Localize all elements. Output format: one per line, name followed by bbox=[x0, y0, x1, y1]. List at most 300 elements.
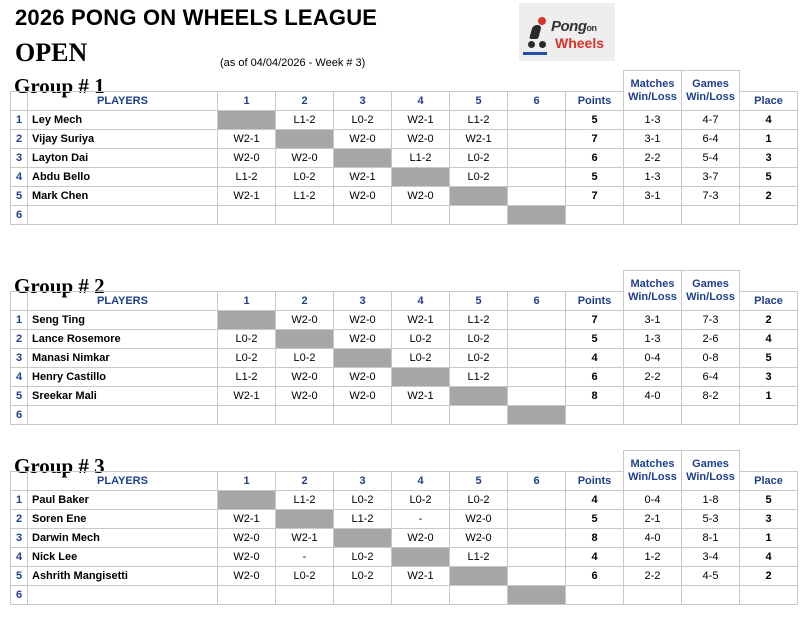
matches-winloss-header: Win/Loss bbox=[624, 91, 682, 110]
player-row bbox=[11, 148, 798, 167]
match-result: L1-2 bbox=[218, 167, 276, 186]
match-result: - bbox=[276, 547, 334, 566]
player-row bbox=[11, 310, 798, 329]
match-result: L1-2 bbox=[450, 110, 508, 129]
self-match-cell bbox=[334, 528, 392, 547]
games-winloss-cell: 3-4 bbox=[682, 547, 740, 566]
match-result: L1-2 bbox=[450, 310, 508, 329]
players-header: PLAYERS bbox=[28, 291, 218, 310]
place-cell: 2 bbox=[740, 310, 798, 329]
place-cell: 2 bbox=[740, 566, 798, 585]
match-result: W2-1 bbox=[392, 566, 450, 585]
match-result: L0-2 bbox=[450, 148, 508, 167]
self-match-cell bbox=[218, 110, 276, 129]
self-match-cell bbox=[276, 509, 334, 528]
header-spacer bbox=[334, 451, 392, 472]
self-match-cell bbox=[450, 386, 508, 405]
row-index: 5 bbox=[11, 386, 28, 405]
match-result bbox=[508, 528, 566, 547]
opponent-header: 4 bbox=[392, 471, 450, 490]
match-result: L1-2 bbox=[276, 110, 334, 129]
points-cell: 4 bbox=[566, 547, 624, 566]
player-name: Sreekar Mali bbox=[28, 386, 218, 405]
player-row bbox=[11, 405, 798, 424]
player-name: Darwin Mech bbox=[28, 528, 218, 547]
match-result: L1-2 bbox=[218, 367, 276, 386]
self-match-cell bbox=[508, 205, 566, 224]
games-winloss-cell: 6-4 bbox=[682, 129, 740, 148]
games-winloss-header: Win/Loss bbox=[682, 91, 740, 110]
matches-winloss-cell: 3-1 bbox=[624, 186, 682, 205]
header-spacer bbox=[218, 451, 276, 472]
games-winloss-header: Win/Loss bbox=[682, 291, 740, 310]
place-cell bbox=[740, 405, 798, 424]
games-winloss-cell: 0-8 bbox=[682, 348, 740, 367]
player-row bbox=[11, 367, 798, 386]
header-spacer bbox=[276, 71, 334, 92]
place-cell: 4 bbox=[740, 547, 798, 566]
player-row bbox=[11, 110, 798, 129]
points-cell: 6 bbox=[566, 566, 624, 585]
player-row bbox=[11, 490, 798, 509]
match-result bbox=[392, 405, 450, 424]
matches-header-top: Matches bbox=[624, 71, 682, 92]
match-result: L0-2 bbox=[392, 490, 450, 509]
header-spacer bbox=[566, 271, 624, 292]
match-result bbox=[508, 310, 566, 329]
place-cell bbox=[740, 585, 798, 604]
wheel-icon bbox=[528, 41, 535, 48]
match-result: W2-0 bbox=[392, 129, 450, 148]
player-name: Seng Ting bbox=[28, 310, 218, 329]
match-result bbox=[508, 547, 566, 566]
header-spacer bbox=[450, 451, 508, 472]
match-result bbox=[508, 367, 566, 386]
match-result bbox=[508, 509, 566, 528]
row-index: 1 bbox=[11, 490, 28, 509]
match-result: W2-1 bbox=[218, 129, 276, 148]
player-name: Ley Mech bbox=[28, 110, 218, 129]
games-winloss-cell bbox=[682, 205, 740, 224]
match-result: W2-1 bbox=[218, 509, 276, 528]
match-result: - bbox=[392, 509, 450, 528]
match-result: W2-0 bbox=[276, 367, 334, 386]
match-result: W2-1 bbox=[392, 386, 450, 405]
opponent-header: 3 bbox=[334, 91, 392, 110]
matches-winloss-cell: 3-1 bbox=[624, 310, 682, 329]
opponent-header: 4 bbox=[392, 291, 450, 310]
match-result: W2-1 bbox=[392, 310, 450, 329]
header-row-top bbox=[11, 451, 798, 472]
points-cell: 4 bbox=[566, 490, 624, 509]
place-header: Place bbox=[740, 91, 798, 110]
player-row bbox=[11, 528, 798, 547]
standings-table bbox=[10, 450, 798, 605]
games-winloss-cell: 5-4 bbox=[682, 148, 740, 167]
header-spacer bbox=[218, 271, 276, 292]
opponent-header: 2 bbox=[276, 91, 334, 110]
self-match-cell bbox=[334, 148, 392, 167]
standings-table bbox=[10, 70, 798, 225]
player-name: Paul Baker bbox=[28, 490, 218, 509]
match-result: W2-1 bbox=[392, 110, 450, 129]
games-winloss-cell: 7-3 bbox=[682, 310, 740, 329]
match-result: W2-0 bbox=[218, 566, 276, 585]
place-header: Place bbox=[740, 471, 798, 490]
opponent-header: 1 bbox=[218, 471, 276, 490]
player-name bbox=[28, 405, 218, 424]
match-result: L0-2 bbox=[450, 490, 508, 509]
self-match-cell bbox=[334, 348, 392, 367]
games-winloss-cell: 8-1 bbox=[682, 528, 740, 547]
player-row bbox=[11, 129, 798, 148]
match-result: L0-2 bbox=[392, 348, 450, 367]
match-result bbox=[392, 585, 450, 604]
match-result bbox=[450, 405, 508, 424]
header-spacer bbox=[740, 271, 798, 292]
points-cell: 8 bbox=[566, 528, 624, 547]
match-result bbox=[334, 205, 392, 224]
points-header: Points bbox=[566, 91, 624, 110]
row-index: 5 bbox=[11, 566, 28, 585]
games-winloss-cell: 6-4 bbox=[682, 367, 740, 386]
games-header-top: Games bbox=[682, 271, 740, 292]
points-cell: 7 bbox=[566, 186, 624, 205]
player-name: Abdu Bello bbox=[28, 167, 218, 186]
match-result: L1-2 bbox=[276, 490, 334, 509]
place-cell: 1 bbox=[740, 129, 798, 148]
match-result bbox=[508, 148, 566, 167]
match-result: L0-2 bbox=[276, 348, 334, 367]
player-name: Ashrith Mangisetti bbox=[28, 566, 218, 585]
points-cell: 5 bbox=[566, 110, 624, 129]
place-cell: 1 bbox=[740, 386, 798, 405]
points-cell bbox=[566, 205, 624, 224]
place-cell: 4 bbox=[740, 329, 798, 348]
match-result: W2-0 bbox=[276, 386, 334, 405]
matches-winloss-cell: 2-2 bbox=[624, 148, 682, 167]
row-index: 6 bbox=[11, 205, 28, 224]
match-result: L0-2 bbox=[334, 547, 392, 566]
opponent-header: 1 bbox=[218, 91, 276, 110]
match-result: W2-1 bbox=[276, 528, 334, 547]
opponent-header: 6 bbox=[508, 291, 566, 310]
player-name: Vijay Suriya bbox=[28, 129, 218, 148]
self-match-cell bbox=[450, 186, 508, 205]
match-result bbox=[276, 405, 334, 424]
self-match-cell bbox=[276, 129, 334, 148]
header-spacer bbox=[508, 271, 566, 292]
games-winloss-cell: 2-6 bbox=[682, 329, 740, 348]
player-row bbox=[11, 585, 798, 604]
header-row bbox=[11, 91, 798, 110]
place-cell: 5 bbox=[740, 167, 798, 186]
match-result: L1-2 bbox=[276, 186, 334, 205]
points-cell bbox=[566, 585, 624, 604]
games-winloss-cell bbox=[682, 585, 740, 604]
games-header-top: Games bbox=[682, 71, 740, 92]
row-index: 4 bbox=[11, 367, 28, 386]
group-title: Group # 3 bbox=[14, 454, 105, 478]
match-result: L0-2 bbox=[218, 348, 276, 367]
match-result bbox=[392, 205, 450, 224]
place-header: Place bbox=[740, 291, 798, 310]
opponent-header: 6 bbox=[508, 91, 566, 110]
matches-winloss-cell: 2-1 bbox=[624, 509, 682, 528]
player-row bbox=[11, 186, 798, 205]
standings-table bbox=[10, 270, 798, 425]
header-spacer bbox=[740, 451, 798, 472]
points-cell: 5 bbox=[566, 329, 624, 348]
matches-winloss-cell: 1-3 bbox=[624, 110, 682, 129]
ball-icon bbox=[538, 17, 546, 25]
match-result bbox=[508, 186, 566, 205]
place-cell: 4 bbox=[740, 110, 798, 129]
self-match-cell bbox=[392, 547, 450, 566]
header-row bbox=[11, 291, 798, 310]
match-result: L0-2 bbox=[276, 566, 334, 585]
row-index: 4 bbox=[11, 167, 28, 186]
header-spacer bbox=[11, 451, 28, 472]
games-header-top: Games bbox=[682, 451, 740, 472]
player-name: Soren Ene bbox=[28, 509, 218, 528]
match-result bbox=[450, 585, 508, 604]
row-index: 3 bbox=[11, 348, 28, 367]
player-row bbox=[11, 386, 798, 405]
games-winloss-cell: 1-8 bbox=[682, 490, 740, 509]
row-index: 6 bbox=[11, 405, 28, 424]
header-row-top bbox=[11, 271, 798, 292]
games-winloss-cell: 4-5 bbox=[682, 566, 740, 585]
place-cell: 3 bbox=[740, 509, 798, 528]
place-cell: 5 bbox=[740, 490, 798, 509]
match-result: L0-2 bbox=[218, 329, 276, 348]
player-name: Nick Lee bbox=[28, 547, 218, 566]
matches-winloss-cell bbox=[624, 405, 682, 424]
matches-winloss-cell: 3-1 bbox=[624, 129, 682, 148]
self-match-cell bbox=[218, 310, 276, 329]
matches-winloss-cell: 0-4 bbox=[624, 490, 682, 509]
header-spacer bbox=[392, 271, 450, 292]
row-index: 5 bbox=[11, 186, 28, 205]
match-result: L0-2 bbox=[450, 348, 508, 367]
points-header: Points bbox=[566, 471, 624, 490]
header-spacer bbox=[276, 451, 334, 472]
matches-winloss-cell bbox=[624, 585, 682, 604]
match-result: W2-0 bbox=[276, 310, 334, 329]
header-spacer bbox=[450, 271, 508, 292]
match-result: L0-2 bbox=[334, 110, 392, 129]
match-result bbox=[276, 205, 334, 224]
self-match-cell bbox=[508, 405, 566, 424]
match-result bbox=[508, 329, 566, 348]
row-index: 2 bbox=[11, 509, 28, 528]
matches-winloss-cell: 2-2 bbox=[624, 367, 682, 386]
header-spacer bbox=[334, 71, 392, 92]
match-result bbox=[508, 566, 566, 585]
match-result: W2-0 bbox=[334, 129, 392, 148]
points-cell: 5 bbox=[566, 509, 624, 528]
header-spacer bbox=[28, 71, 218, 92]
match-result: L1-2 bbox=[334, 509, 392, 528]
row-index: 2 bbox=[11, 129, 28, 148]
matches-winloss-header: Win/Loss bbox=[624, 291, 682, 310]
header-spacer bbox=[566, 71, 624, 92]
division-title: OPEN bbox=[15, 38, 88, 67]
match-result: W2-1 bbox=[218, 386, 276, 405]
match-result: W2-0 bbox=[334, 329, 392, 348]
matches-winloss-cell: 1-2 bbox=[624, 547, 682, 566]
match-result: W2-1 bbox=[450, 129, 508, 148]
players-header: PLAYERS bbox=[28, 91, 218, 110]
header-spacer bbox=[566, 451, 624, 472]
header-spacer bbox=[28, 271, 218, 292]
matches-winloss-cell: 1-3 bbox=[624, 167, 682, 186]
match-result bbox=[218, 205, 276, 224]
opponent-header: 5 bbox=[450, 91, 508, 110]
points-cell: 6 bbox=[566, 148, 624, 167]
group-title: Group # 2 bbox=[14, 274, 105, 298]
header-spacer bbox=[450, 71, 508, 92]
player-row bbox=[11, 509, 798, 528]
self-match-cell bbox=[392, 367, 450, 386]
header-spacer bbox=[218, 71, 276, 92]
league-title: 2026 PONG ON WHEELS LEAGUE bbox=[15, 5, 378, 30]
row-index: 6 bbox=[11, 585, 28, 604]
player-name bbox=[28, 585, 218, 604]
league-logo bbox=[519, 3, 615, 61]
header-spacer bbox=[508, 71, 566, 92]
header-spacer bbox=[276, 271, 334, 292]
match-result bbox=[450, 205, 508, 224]
match-result bbox=[276, 585, 334, 604]
row-index: 3 bbox=[11, 148, 28, 167]
matches-winloss-header: Win/Loss bbox=[624, 471, 682, 490]
games-winloss-cell: 4-7 bbox=[682, 110, 740, 129]
match-result bbox=[334, 585, 392, 604]
player-name: Mark Chen bbox=[28, 186, 218, 205]
header-spacer bbox=[392, 71, 450, 92]
logo-word-wheels: Wheels bbox=[555, 35, 605, 51]
place-cell: 2 bbox=[740, 186, 798, 205]
matches-winloss-cell: 1-3 bbox=[624, 329, 682, 348]
place-cell bbox=[740, 205, 798, 224]
match-result: L0-2 bbox=[450, 329, 508, 348]
match-result: W2-0 bbox=[450, 509, 508, 528]
matches-header-top: Matches bbox=[624, 451, 682, 472]
match-result: W2-0 bbox=[392, 528, 450, 547]
wheel-icon bbox=[539, 41, 546, 48]
points-cell: 5 bbox=[566, 167, 624, 186]
matches-winloss-cell: 2-2 bbox=[624, 566, 682, 585]
header-spacer bbox=[740, 71, 798, 92]
matches-winloss-cell: 4-0 bbox=[624, 386, 682, 405]
match-result: L0-2 bbox=[450, 167, 508, 186]
header-index bbox=[11, 91, 28, 110]
player-row bbox=[11, 566, 798, 585]
opponent-header: 2 bbox=[276, 471, 334, 490]
match-result: W2-1 bbox=[334, 167, 392, 186]
self-match-cell bbox=[392, 167, 450, 186]
self-match-cell bbox=[218, 490, 276, 509]
points-cell: 8 bbox=[566, 386, 624, 405]
match-result: L0-2 bbox=[334, 490, 392, 509]
player-figure-icon bbox=[529, 25, 542, 39]
match-result: W2-0 bbox=[276, 148, 334, 167]
matches-header-top: Matches bbox=[624, 271, 682, 292]
match-result bbox=[508, 386, 566, 405]
match-result: W2-0 bbox=[392, 186, 450, 205]
row-index: 2 bbox=[11, 329, 28, 348]
games-winloss-header: Win/Loss bbox=[682, 471, 740, 490]
place-cell: 3 bbox=[740, 148, 798, 167]
header-index bbox=[11, 471, 28, 490]
row-index: 1 bbox=[11, 110, 28, 129]
matches-winloss-cell bbox=[624, 205, 682, 224]
match-result: W2-1 bbox=[218, 186, 276, 205]
player-name bbox=[28, 205, 218, 224]
points-cell bbox=[566, 405, 624, 424]
points-header: Points bbox=[566, 291, 624, 310]
player-row bbox=[11, 205, 798, 224]
row-index: 1 bbox=[11, 310, 28, 329]
self-match-cell bbox=[508, 585, 566, 604]
match-result bbox=[508, 490, 566, 509]
match-result: W2-0 bbox=[218, 547, 276, 566]
place-cell: 3 bbox=[740, 367, 798, 386]
match-result: W2-0 bbox=[334, 367, 392, 386]
match-result bbox=[218, 585, 276, 604]
points-cell: 4 bbox=[566, 348, 624, 367]
logo-word-pong: Pongon bbox=[551, 18, 597, 35]
place-cell: 5 bbox=[740, 348, 798, 367]
as-of-date: (as of 04/04/2026 - Week # 3) bbox=[220, 57, 366, 69]
header-spacer bbox=[392, 451, 450, 472]
player-row bbox=[11, 329, 798, 348]
games-winloss-cell: 7-3 bbox=[682, 186, 740, 205]
speed-lines-icon bbox=[523, 52, 547, 55]
match-result: W2-0 bbox=[334, 186, 392, 205]
match-result: L0-2 bbox=[276, 167, 334, 186]
match-result: W2-0 bbox=[218, 148, 276, 167]
points-cell: 7 bbox=[566, 129, 624, 148]
player-name: Layton Dai bbox=[28, 148, 218, 167]
games-winloss-cell: 5-3 bbox=[682, 509, 740, 528]
opponent-header: 2 bbox=[276, 291, 334, 310]
player-name: Manasi Nimkar bbox=[28, 348, 218, 367]
match-result bbox=[334, 405, 392, 424]
opponent-header: 6 bbox=[508, 471, 566, 490]
row-index: 3 bbox=[11, 528, 28, 547]
match-result bbox=[508, 348, 566, 367]
players-header: PLAYERS bbox=[28, 471, 218, 490]
opponent-header: 3 bbox=[334, 471, 392, 490]
player-name: Henry Castillo bbox=[28, 367, 218, 386]
match-result bbox=[508, 110, 566, 129]
header-spacer bbox=[334, 271, 392, 292]
header-spacer bbox=[11, 71, 28, 92]
match-result: W2-0 bbox=[218, 528, 276, 547]
header-row-top bbox=[11, 71, 798, 92]
points-cell: 7 bbox=[566, 310, 624, 329]
row-index: 4 bbox=[11, 547, 28, 566]
self-match-cell bbox=[450, 566, 508, 585]
header-index bbox=[11, 291, 28, 310]
place-cell: 1 bbox=[740, 528, 798, 547]
player-name: Lance Rosemore bbox=[28, 329, 218, 348]
header-spacer bbox=[28, 451, 218, 472]
match-result: L0-2 bbox=[392, 329, 450, 348]
